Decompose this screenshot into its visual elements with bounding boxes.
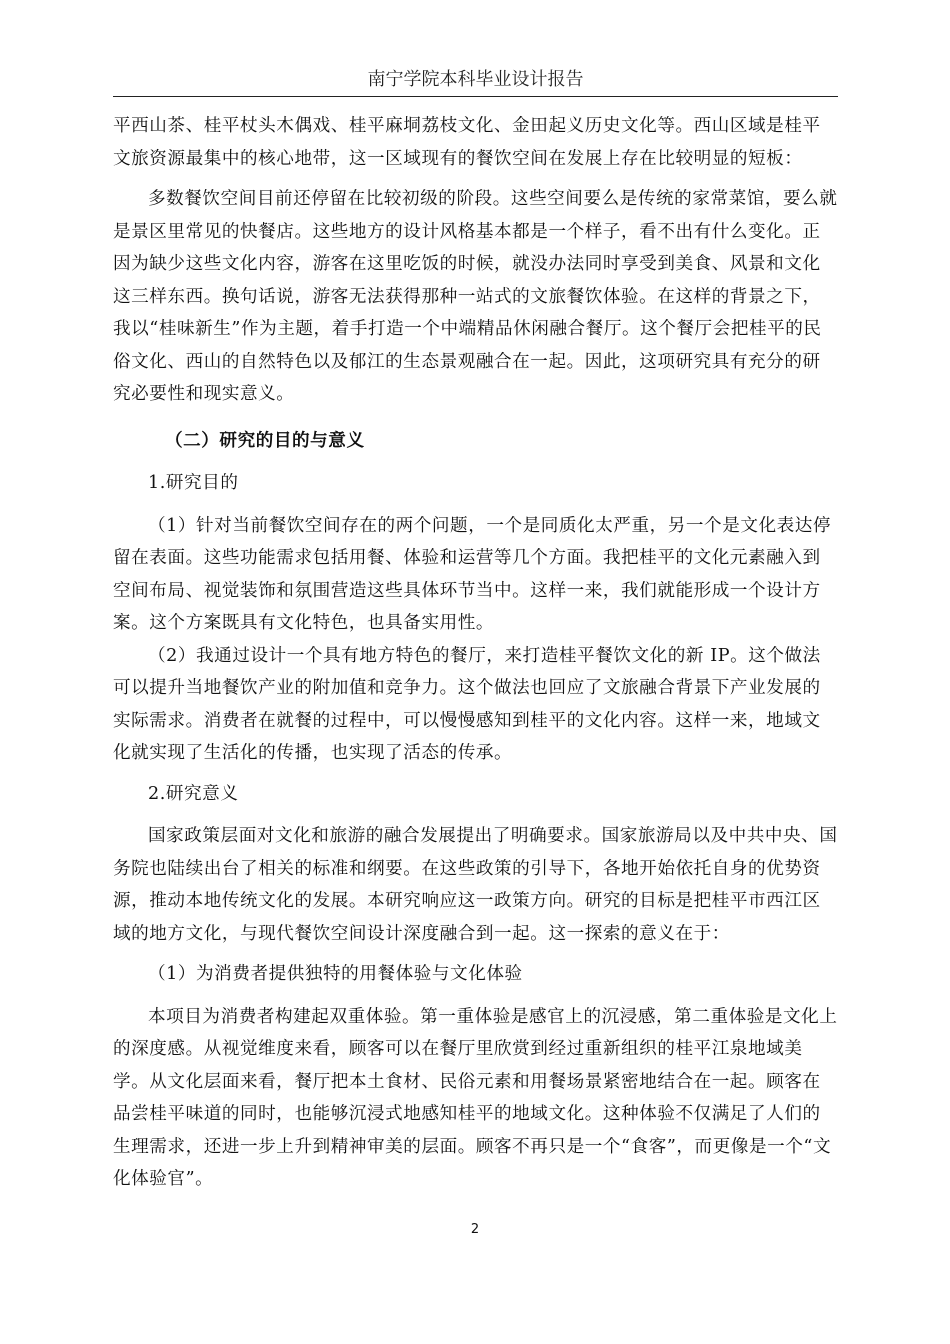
subsection-heading-significance: 2.研究意义 xyxy=(148,783,239,804)
paragraph-purpose-2: （2）我通过设计一个具有地方特色的餐厅，来打造桂平餐饮文化的新 IP。这个做法可以提升当地餐饮产业的附加值和竞争力。这个做法也回应了文旅融合背景下产业发展的实际需求。消费者在就餐的过程中，可以慢慢感知到桂平的文化内容。这样一来，地域文化就实现了生活化的传播，也实现了活态的传承。 xyxy=(113,645,821,763)
paragraph-significance: 国家政策层面对文化和旅游的融合发展提出了明确要求。国家旅游局以及中共中央、国务院也陆续出台了相关的标准和纲要。在这些政策的引导下，各地开始依托自身的优势资源，推动本地传统文化的发展。本研究响应这一政策方向。研究的目标是把桂平市西江区域的地方文化，与现代餐饮空间设计深度融合到一起。这一探索的意义在于： xyxy=(113,826,838,944)
paragraph-purpose-1: （1）针对当前餐饮空间存在的两个问题，一个是同质化太严重，另一个是文化表达停留在表面。这些功能需求包括用餐、体验和运营等几个方面。我把桂平的文化元素融入到空间布局、视觉装饰和氛围营造这些具体环节当中。这样一来，我们就能形成一个设计方案。这个方案既具有文化特色，也具备实用性。 xyxy=(113,515,832,633)
paragraph-continued: 平西山茶、桂平杖头木偶戏、桂平麻垌荔枝文化、金田起义历史文化等。西山区域是桂平文旅资源最集中的核心地带，这一区域现有的餐饮空间在发展上存在比较明显的短板： xyxy=(113,116,821,169)
section-heading: （二）研究的目的与意义 xyxy=(165,429,365,451)
header-divider xyxy=(113,96,838,97)
subsection-heading-purpose: 1.研究目的 xyxy=(148,473,239,493)
document-body xyxy=(113,110,838,1196)
paragraph-experience: 本项目为消费者构建起双重体验。第一重体验是感官上的沉浸感，第二重体验是文化上的深度感。从视觉维度来看，顾客可以在餐厅里欣赏到经过重新组织的桂平江泉地域美学。从文化层面来看，餐厅把本土食材、民俗元素和用餐场景紧密地结合在一起。顾客在品尝桂平味道的同时，也能够沉浸式地感知桂平的地域文化。这种体验不仅满足了人们的生理需求，还进一步上升到精神审美的层面。顾客不再只是一个“食客”，而更像是一个“文化体验官”。 xyxy=(113,1006,838,1189)
subsection-heading-experience: （1）为消费者提供独特的用餐体验与文化体验 xyxy=(148,964,523,984)
page-header-title: 南宁学院本科毕业设计报告 xyxy=(367,69,584,90)
paragraph-background: 多数餐饮空间目前还停留在比较初级的阶段。这些空间要么是传统的家常菜馆，要么就是景区里常见的快餐店。这些地方的设计风格基本都是一个样子，看不出有什么变化。正因为缺少这些文化内容，游客在这里吃饭的时候，就没办法同时享受到美食、风景和文化这三样东西。换句话说，游客无法获得那种一站式的文旅餐饮体验。在这样的背景之下，我以“桂味新生”作为主题，着手打造一个中端精品休闲融合餐厅。这个餐厅会把桂平的民俗文化、西山的自然特色以及郁江的生态景观融合在一起。因此，这项研究具有充分的研究必要性和现实意义。 xyxy=(113,189,838,404)
page-number: 2 xyxy=(470,1222,480,1237)
